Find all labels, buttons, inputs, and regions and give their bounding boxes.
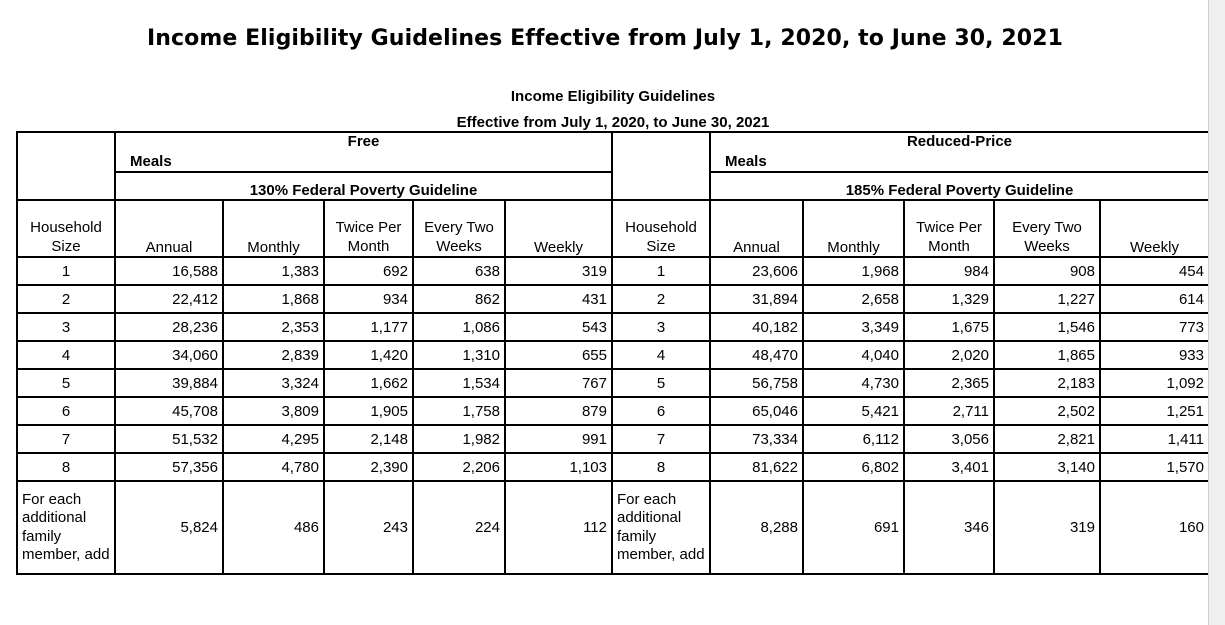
free-col-annual: Annual [115,200,223,257]
free-cell-size: 3 [17,313,115,341]
reduced-cell-annual: 73,334 [710,425,803,453]
reduced-cell-size: 6 [612,397,710,425]
reduced-cell-twice: 2,365 [904,369,994,397]
free-cell-annual: 57,356 [115,453,223,481]
free-cell-every: 1,534 [413,369,505,397]
reduced-cell-twice: 2,020 [904,341,994,369]
reduced-cell-annual: 40,182 [710,313,803,341]
reduced-cell-every: 2,183 [994,369,1100,397]
reduced-cell-twice: 984 [904,257,994,285]
free-cell-every: 2,206 [413,453,505,481]
free-additional-weekly: 112 [505,481,612,574]
free-cell-annual: 39,884 [115,369,223,397]
free-cell-weekly: 543 [505,313,612,341]
table-subtitle: Effective from July 1, 2020, to June 30, 2021 [456,114,770,131]
reduced-col-twice: Twice Per Month [904,200,994,257]
reduced-cell-every: 1,865 [994,341,1100,369]
free-additional-monthly: 486 [223,481,324,574]
reduced-cell-weekly: 1,251 [1100,397,1209,425]
free-col-weekly: Weekly [505,200,612,257]
table-row [17,425,1209,453]
free-cell-twice: 1,177 [324,313,413,341]
additional-member-row [17,481,1209,574]
reduced-cell-every: 3,140 [994,453,1100,481]
reduced-cell-twice: 3,056 [904,425,994,453]
free-cell-annual: 34,060 [115,341,223,369]
reduced-cell-twice: 1,675 [904,313,994,341]
reduced-col-monthly: Monthly [803,200,904,257]
reduced-cell-weekly: 1,411 [1100,425,1209,453]
reduced-cell-size: 5 [612,369,710,397]
reduced-cell-annual: 81,622 [710,453,803,481]
reduced-additional-annual: 8,288 [710,481,803,574]
table-row [17,257,1209,285]
reduced-section-header [710,132,1209,172]
reduced-cell-annual: 48,470 [710,341,803,369]
reduced-cell-every: 2,821 [994,425,1100,453]
table-body [17,257,1209,481]
free-cell-every: 862 [413,285,505,313]
reduced-cell-twice: 3,401 [904,453,994,481]
reduced-cell-monthly: 5,421 [803,397,904,425]
free-cell-monthly: 2,839 [223,341,324,369]
free-cell-size: 2 [17,285,115,313]
free-cell-twice: 1,905 [324,397,413,425]
free-cell-annual: 16,588 [115,257,223,285]
free-cell-annual: 51,532 [115,425,223,453]
reduced-additional-monthly: 691 [803,481,904,574]
free-cell-monthly: 2,353 [223,313,324,341]
corner-cell-free [17,132,115,200]
table-row [17,453,1209,481]
table-row [17,369,1209,397]
column-header-row [17,200,1209,257]
free-cell-twice: 2,148 [324,425,413,453]
reduced-cell-annual: 31,894 [710,285,803,313]
reduced-cell-size: 4 [612,341,710,369]
reduced-cell-twice: 1,329 [904,285,994,313]
free-cell-size: 1 [17,257,115,285]
free-meals-label: Meals [130,153,172,170]
free-label: Free [347,133,380,150]
free-cell-monthly: 4,780 [223,453,324,481]
reduced-cell-size: 1 [612,257,710,285]
free-cell-weekly: 879 [505,397,612,425]
scrollbar-track[interactable] [1208,0,1225,625]
free-col-household: Household Size [17,200,115,257]
free-guideline: 130% Federal Poverty Guideline [115,172,612,200]
reduced-cell-monthly: 6,112 [803,425,904,453]
free-cell-annual: 22,412 [115,285,223,313]
reduced-col-household: Household Size [612,200,710,257]
reduced-cell-every: 1,546 [994,313,1100,341]
reduced-cell-every: 2,502 [994,397,1100,425]
free-cell-weekly: 991 [505,425,612,453]
free-cell-annual: 45,708 [115,397,223,425]
free-cell-every: 1,310 [413,341,505,369]
reduced-label: Reduced-Price [906,133,1013,150]
free-cell-size: 5 [17,369,115,397]
reduced-additional-every: 319 [994,481,1100,574]
reduced-cell-annual: 56,758 [710,369,803,397]
free-additional-twice: 243 [324,481,413,574]
reduced-additional-weekly: 160 [1100,481,1209,574]
free-col-every: Every Two Weeks [413,200,505,257]
reduced-cell-annual: 65,046 [710,397,803,425]
free-cell-size: 8 [17,453,115,481]
reduced-cell-size: 8 [612,453,710,481]
free-cell-weekly: 1,103 [505,453,612,481]
free-cell-every: 638 [413,257,505,285]
reduced-col-every: Every Two Weeks [994,200,1100,257]
reduced-additional-label: For each additional family member, add [612,481,710,574]
free-cell-twice: 934 [324,285,413,313]
corner-cell-reduced [612,132,710,200]
free-cell-monthly: 3,324 [223,369,324,397]
free-cell-monthly: 1,868 [223,285,324,313]
free-cell-twice: 1,662 [324,369,413,397]
reduced-cell-size: 2 [612,285,710,313]
free-cell-twice: 1,420 [324,341,413,369]
reduced-cell-monthly: 6,802 [803,453,904,481]
free-cell-weekly: 655 [505,341,612,369]
reduced-cell-monthly: 3,349 [803,313,904,341]
reduced-cell-monthly: 4,730 [803,369,904,397]
free-cell-monthly: 3,809 [223,397,324,425]
reduced-cell-monthly: 1,968 [803,257,904,285]
reduced-cell-size: 7 [612,425,710,453]
free-cell-size: 7 [17,425,115,453]
free-cell-annual: 28,236 [115,313,223,341]
free-cell-every: 1,758 [413,397,505,425]
free-cell-weekly: 319 [505,257,612,285]
reduced-guideline: 185% Federal Poverty Guideline [710,172,1209,200]
reduced-cell-weekly: 1,570 [1100,453,1209,481]
reduced-cell-every: 1,227 [994,285,1100,313]
reduced-cell-monthly: 2,658 [803,285,904,313]
reduced-cell-twice: 2,711 [904,397,994,425]
free-additional-label: For each additional family member, add [17,481,115,574]
free-cell-size: 6 [17,397,115,425]
free-cell-monthly: 4,295 [223,425,324,453]
free-col-monthly: Monthly [223,200,324,257]
free-cell-monthly: 1,383 [223,257,324,285]
free-cell-weekly: 767 [505,369,612,397]
reduced-cell-monthly: 4,040 [803,341,904,369]
table-row [17,341,1209,369]
reduced-col-weekly: Weekly [1100,200,1209,257]
table-title: Income Eligibility Guidelines [510,88,716,105]
free-cell-twice: 2,390 [324,453,413,481]
reduced-meals-label: Meals [725,153,767,170]
free-cell-size: 4 [17,341,115,369]
table-row [17,313,1209,341]
eligibility-table [16,131,1210,575]
free-col-twice: Twice Per Month [324,200,413,257]
header-row-section [17,132,1209,172]
reduced-col-annual: Annual [710,200,803,257]
reduced-cell-weekly: 614 [1100,285,1209,313]
free-additional-every: 224 [413,481,505,574]
reduced-cell-every: 908 [994,257,1100,285]
free-section-header [115,132,612,172]
reduced-additional-twice: 346 [904,481,994,574]
reduced-cell-size: 3 [612,313,710,341]
reduced-cell-weekly: 1,092 [1100,369,1209,397]
free-cell-every: 1,982 [413,425,505,453]
free-cell-twice: 692 [324,257,413,285]
reduced-cell-weekly: 454 [1100,257,1209,285]
table-row [17,285,1209,313]
page-title: Income Eligibility Guidelines Effective from July 1, 2020, to June 30, 2021 [146,26,1064,51]
free-additional-annual: 5,824 [115,481,223,574]
table-row [17,397,1209,425]
free-cell-weekly: 431 [505,285,612,313]
reduced-cell-weekly: 773 [1100,313,1209,341]
reduced-cell-annual: 23,606 [710,257,803,285]
reduced-cell-weekly: 933 [1100,341,1209,369]
free-cell-every: 1,086 [413,313,505,341]
